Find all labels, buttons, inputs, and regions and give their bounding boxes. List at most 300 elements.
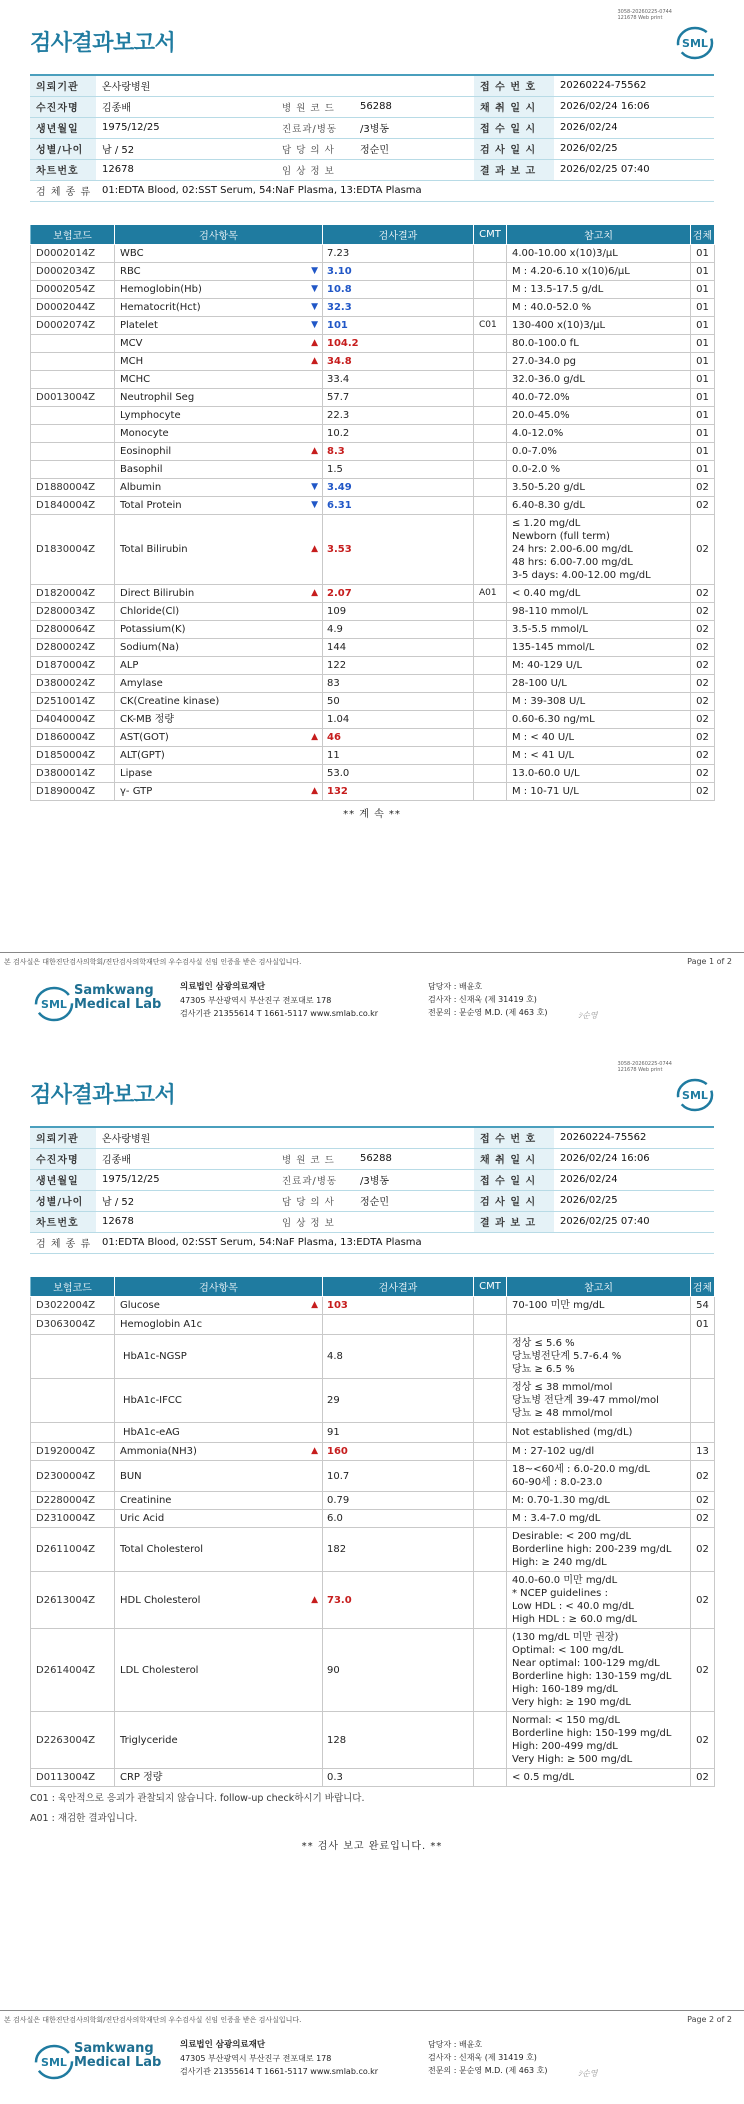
reference-line: 48 hrs: 6.00-7.00 mg/dL bbox=[512, 557, 633, 568]
reference-cell bbox=[507, 765, 691, 783]
insurance-code-cell: D2263004Z bbox=[31, 1712, 115, 1769]
test-item-name: Total Protein bbox=[120, 500, 182, 511]
collection-time-value: 2026/02/24 16:06 bbox=[554, 96, 714, 117]
test-item-cell bbox=[115, 1443, 323, 1461]
comment-code bbox=[474, 639, 507, 657]
test-item-name: AST(GOT) bbox=[120, 732, 169, 743]
reference-line: ≤ 1.20 mg/dL bbox=[512, 518, 581, 529]
low-flag-icon: ▼ bbox=[311, 302, 318, 312]
comment-code bbox=[474, 443, 507, 461]
insurance-code-cell: D1830004Z bbox=[31, 515, 115, 585]
insurance-code-cell bbox=[31, 1379, 115, 1423]
specimen-code: 02 bbox=[691, 515, 715, 585]
insurance-code-cell: D3022004Z bbox=[31, 1297, 115, 1315]
specimen-value: 01:EDTA Blood, 02:SST Serum, 54:NaF Plasma, 13:EDTA Plasma bbox=[96, 1232, 714, 1253]
reference-line: * NCEP guidelines : bbox=[512, 1588, 608, 1599]
insurance-code-cell: D2800034Z bbox=[31, 603, 115, 621]
result-row bbox=[31, 371, 715, 389]
insurance-code-cell: D0002014Z bbox=[31, 245, 115, 263]
insurance-code-cell: D2510014Z bbox=[31, 693, 115, 711]
test-item-cell bbox=[115, 1461, 323, 1492]
test-item-cell bbox=[115, 765, 323, 783]
test-item-cell bbox=[115, 1492, 323, 1510]
test-item-cell bbox=[115, 657, 323, 675]
specimen-code: 01 bbox=[691, 371, 715, 389]
result-row bbox=[31, 639, 715, 657]
sex-age-value: 남 / 52 bbox=[96, 138, 276, 159]
test-item-name: ALP bbox=[120, 660, 139, 671]
test-item-name: Amylase bbox=[120, 678, 163, 689]
signature: ｼ순영 bbox=[578, 2069, 598, 2078]
insurance-code-cell: D1890004Z bbox=[31, 783, 115, 801]
label-clinical-info: 임 상 정 보 bbox=[276, 1211, 354, 1232]
test-item-name: HbA1c-eAG bbox=[123, 1427, 180, 1438]
reference-line: M : < 41 U/L bbox=[512, 750, 575, 761]
result-value: 132 bbox=[323, 783, 474, 801]
lab-staff bbox=[428, 980, 547, 1019]
reference-line: Low HDL : < 40.0 mg/dL bbox=[512, 1601, 634, 1612]
reference-line: Optimal: < 100 mg/dL bbox=[512, 1645, 624, 1656]
label-specimen: 검 체 종 류 bbox=[30, 1232, 96, 1253]
test-item-name: Chloride(Cl) bbox=[120, 606, 180, 617]
reference-cell bbox=[507, 1528, 691, 1572]
specimen-code: 01 bbox=[691, 317, 715, 335]
label-department: 진료과/병동 bbox=[276, 117, 354, 138]
insurance-code-cell: D0113004Z bbox=[31, 1769, 115, 1787]
results-table bbox=[30, 1276, 715, 1787]
test-item-name: MCV bbox=[120, 338, 143, 349]
result-row bbox=[31, 711, 715, 729]
comment-code bbox=[474, 461, 507, 479]
result-value: 1.5 bbox=[323, 461, 474, 479]
reference-line: M : 4.20-6.10 x(10)6/µL bbox=[512, 266, 630, 277]
print-id-line: 121678 Web print bbox=[617, 1067, 663, 1073]
reference-line: Normal: < 150 mg/dL bbox=[512, 1715, 620, 1726]
test-item-cell bbox=[115, 353, 323, 371]
test-item-name: Neutrophil Seg bbox=[120, 392, 195, 403]
specimen-code: 02 bbox=[691, 1629, 715, 1712]
reference-line: Very High: ≥ 500 mg/dL bbox=[512, 1754, 633, 1765]
test-date-value: 2026/02/25 bbox=[554, 1190, 714, 1211]
comment-code bbox=[474, 603, 507, 621]
reference-line: 13.0-60.0 U/L bbox=[512, 768, 580, 779]
label-department: 진료과/병동 bbox=[276, 1169, 354, 1190]
lab-footer bbox=[30, 980, 714, 1030]
result-value: 4.9 bbox=[323, 621, 474, 639]
accreditation-note: 본 검사실은 대한진단검사의학회/진단검사의학재단의 우수검사실 신임 인증을 받은 검사실입니다. bbox=[4, 958, 302, 966]
reference-cell bbox=[507, 621, 691, 639]
col-header-result: 검사결과 bbox=[323, 225, 474, 245]
test-item-name: Uric Acid bbox=[120, 1513, 165, 1524]
result-value: 83 bbox=[323, 675, 474, 693]
test-item-name: Creatinine bbox=[120, 1495, 172, 1506]
test-item-cell bbox=[115, 747, 323, 765]
specimen-code: 01 bbox=[691, 299, 715, 317]
test-item-cell bbox=[115, 479, 323, 497]
insurance-code-cell bbox=[31, 1423, 115, 1443]
insurance-code-cell: D3800024Z bbox=[31, 675, 115, 693]
comment-code bbox=[474, 1492, 507, 1510]
test-item-name: γ- GTP bbox=[120, 786, 153, 797]
insurance-code-cell: D0002054Z bbox=[31, 281, 115, 299]
insurance-code-cell: D1920004Z bbox=[31, 1443, 115, 1461]
test-item-name: HbA1c-IFCC bbox=[123, 1395, 182, 1406]
staff-tester: 검사자 : 신재욱 (제 31419 호) bbox=[428, 995, 537, 1004]
result-row bbox=[31, 765, 715, 783]
result-value: 10.8 bbox=[323, 281, 474, 299]
hospital-code-value: 56288 bbox=[354, 96, 474, 117]
test-item-name: Glucose bbox=[120, 1300, 160, 1311]
comment-code bbox=[474, 335, 507, 353]
reference-cell bbox=[507, 1629, 691, 1712]
reference-line: 3-5 days: 4.00-12.00 mg/dL bbox=[512, 570, 651, 581]
print-id-line: 121678 Web print bbox=[617, 15, 663, 21]
result-value: 29 bbox=[323, 1379, 474, 1423]
test-item-name: CK-MB 정량 bbox=[120, 714, 175, 725]
label-test-date: 검 사 일 시 bbox=[474, 138, 554, 159]
result-value: 34.8 bbox=[323, 353, 474, 371]
reference-line: Borderline high: 150-199 mg/dL bbox=[512, 1728, 672, 1739]
department-value: /3병동 bbox=[354, 1169, 474, 1190]
specimen-value: 01:EDTA Blood, 02:SST Serum, 54:NaF Plasma, 13:EDTA Plasma bbox=[96, 180, 714, 201]
reference-line: M : 3.4-7.0 mg/dL bbox=[512, 1513, 601, 1524]
specimen-code: 01 bbox=[691, 281, 715, 299]
reference-cell bbox=[507, 425, 691, 443]
reference-cell bbox=[507, 461, 691, 479]
reference-line: 0.0-2.0 % bbox=[512, 464, 561, 475]
result-value: 2.07 bbox=[323, 585, 474, 603]
result-value: 10.7 bbox=[323, 1461, 474, 1492]
receipt-date-value: 2026/02/24 bbox=[554, 117, 714, 138]
reference-cell bbox=[507, 281, 691, 299]
result-value: 32.3 bbox=[323, 299, 474, 317]
test-item-name: HDL Cholesterol bbox=[120, 1594, 201, 1606]
specimen-code: 54 bbox=[691, 1297, 715, 1315]
label-patient-name: 수진자명 bbox=[30, 1148, 96, 1169]
test-item-name: Hemoglobin A1c bbox=[120, 1319, 203, 1330]
reference-cell bbox=[507, 729, 691, 747]
reference-line: M : 27-102 ug/dl bbox=[512, 1446, 595, 1457]
comment-code bbox=[474, 747, 507, 765]
patient-name-value: 김종배 bbox=[96, 96, 276, 117]
reference-line: Desirable: < 200 mg/dL bbox=[512, 1531, 632, 1542]
test-item-cell bbox=[115, 299, 323, 317]
reference-line: 98-110 mmol/L bbox=[512, 606, 588, 617]
specimen-code: 02 bbox=[691, 1510, 715, 1528]
insurance-code-cell: D2613004Z bbox=[31, 1572, 115, 1629]
result-row bbox=[31, 389, 715, 407]
comment-code: C01 bbox=[474, 317, 507, 335]
result-row bbox=[31, 693, 715, 711]
receipt-date-value: 2026/02/24 bbox=[554, 1169, 714, 1190]
test-item-cell bbox=[115, 639, 323, 657]
sml-logo-icon bbox=[676, 26, 714, 60]
comment-code bbox=[474, 479, 507, 497]
comment-code bbox=[474, 1423, 507, 1443]
specimen-code: 02 bbox=[691, 1712, 715, 1769]
staff-specialist: 전문의 : 문순영 M.D. (제 463 호) bbox=[428, 2066, 548, 2075]
label-clinical-info: 임 상 정 보 bbox=[276, 159, 354, 180]
reference-line: Borderline high: 130-159 mg/dL bbox=[512, 1671, 672, 1682]
test-item-name: LDL Cholesterol bbox=[120, 1664, 199, 1676]
result-row bbox=[31, 353, 715, 371]
col-header-specimen: 검체 bbox=[691, 1277, 715, 1297]
requester-value: 온사랑병원 bbox=[96, 1127, 474, 1148]
label-receipt-date: 접 수 일 시 bbox=[474, 1169, 554, 1190]
specimen-code: 02 bbox=[691, 1492, 715, 1510]
label-collection-time: 채 취 일 시 bbox=[474, 1148, 554, 1169]
test-item-name: BUN bbox=[120, 1470, 142, 1482]
report-time-value: 2026/02/25 07:40 bbox=[554, 1211, 714, 1232]
report-page-2 bbox=[0, 1052, 744, 2104]
label-chart-no: 차트번호 bbox=[30, 1211, 96, 1232]
result-value bbox=[323, 1315, 474, 1335]
test-item-cell bbox=[115, 317, 323, 335]
col-header-code: 보험코드 bbox=[31, 225, 115, 245]
reference-line: < 0.40 mg/dL bbox=[512, 588, 581, 599]
reference-cell bbox=[507, 585, 691, 603]
specimen-code: 02 bbox=[691, 603, 715, 621]
test-item-cell bbox=[115, 1423, 323, 1443]
test-item-cell bbox=[115, 585, 323, 603]
result-value: 3.49 bbox=[323, 479, 474, 497]
staff-manager: 담당자 : 배윤호 bbox=[428, 982, 483, 991]
result-value: 1.04 bbox=[323, 711, 474, 729]
doctor-value: 정순민 bbox=[354, 1190, 474, 1211]
specimen-code: 01 bbox=[691, 245, 715, 263]
comment-code bbox=[474, 1379, 507, 1423]
sml-logo-icon bbox=[676, 1078, 714, 1112]
comment-code bbox=[474, 765, 507, 783]
reference-cell bbox=[507, 1297, 691, 1315]
report-title: 검사결과보고서 bbox=[30, 31, 176, 56]
result-row bbox=[31, 443, 715, 461]
high-flag-icon: ▲ bbox=[311, 1446, 318, 1456]
reference-line: Near optimal: 100-129 mg/dL bbox=[512, 1658, 660, 1669]
reference-line: 3.5-5.5 mmol/L bbox=[512, 624, 588, 635]
reference-line: 4.0-12.0% bbox=[512, 428, 564, 439]
result-value: 53.0 bbox=[323, 765, 474, 783]
specimen-code: 02 bbox=[691, 1769, 715, 1787]
result-row bbox=[31, 621, 715, 639]
insurance-code-cell: D1850004Z bbox=[31, 747, 115, 765]
specimen-code: 02 bbox=[691, 1572, 715, 1629]
result-value: 144 bbox=[323, 639, 474, 657]
result-row bbox=[31, 675, 715, 693]
specimen-code: 01 bbox=[691, 389, 715, 407]
result-row bbox=[31, 1769, 715, 1787]
result-value: 6.0 bbox=[323, 1510, 474, 1528]
test-item-cell bbox=[115, 729, 323, 747]
test-item-name: CK(Creatine kinase) bbox=[120, 696, 220, 707]
reference-line: 32.0-36.0 g/dL bbox=[512, 374, 585, 385]
staff-specialist: 전문의 : 문순영 M.D. (제 463 호) bbox=[428, 1008, 548, 1017]
receipt-no-value: 20260224-75562 bbox=[554, 1127, 714, 1148]
label-receipt-no: 접 수 번 호 bbox=[474, 75, 554, 96]
test-item-name: RBC bbox=[120, 266, 141, 277]
insurance-code-cell: D1820004Z bbox=[31, 585, 115, 603]
result-row bbox=[31, 783, 715, 801]
test-item-name: Potassium(K) bbox=[120, 624, 186, 635]
reference-line: 6.40-8.30 g/dL bbox=[512, 500, 585, 511]
reference-line: 정상 ≤ 38 mmol/mol bbox=[512, 1382, 613, 1393]
specimen-code: 02 bbox=[691, 675, 715, 693]
reference-line: M : 39-308 U/L bbox=[512, 696, 586, 707]
label-sex-age: 성별/나이 bbox=[30, 1190, 96, 1211]
specimen-code: 02 bbox=[691, 1528, 715, 1572]
test-item-name: Platelet bbox=[120, 320, 158, 331]
reference-line: M: 0.70-1.30 mg/dL bbox=[512, 1495, 610, 1506]
result-value: 3.53 bbox=[323, 515, 474, 585]
reference-line: M : < 40 U/L bbox=[512, 732, 575, 743]
comment-code bbox=[474, 1297, 507, 1315]
comment-code bbox=[474, 353, 507, 371]
test-item-cell bbox=[115, 603, 323, 621]
test-item-cell bbox=[115, 783, 323, 801]
test-item-cell bbox=[115, 515, 323, 585]
department-value: /3병동 bbox=[354, 117, 474, 138]
reference-line: 당뇨병전단계 5.7-6.4 % bbox=[512, 1351, 622, 1362]
reference-line: M : 13.5-17.5 g/dL bbox=[512, 284, 604, 295]
result-value: 91 bbox=[323, 1423, 474, 1443]
lab-address: 47305 부산광역시 부산진구 전포대로 178 bbox=[180, 2054, 332, 2063]
reference-line: M: 40-129 U/L bbox=[512, 660, 583, 671]
result-row bbox=[31, 245, 715, 263]
reference-cell bbox=[507, 497, 691, 515]
insurance-code-cell bbox=[31, 425, 115, 443]
result-value: 6.31 bbox=[323, 497, 474, 515]
result-row bbox=[31, 461, 715, 479]
insurance-code-cell: D2310004Z bbox=[31, 1510, 115, 1528]
report-title: 검사결과보고서 bbox=[30, 1083, 176, 1108]
test-item-name: MCH bbox=[120, 356, 144, 367]
reference-cell bbox=[507, 693, 691, 711]
insurance-code-cell: D2611004Z bbox=[31, 1528, 115, 1572]
test-item-cell bbox=[115, 711, 323, 729]
result-row bbox=[31, 1379, 715, 1423]
result-value: 103 bbox=[323, 1297, 474, 1315]
reference-cell bbox=[507, 1379, 691, 1423]
label-receipt-no: 접 수 번 호 bbox=[474, 1127, 554, 1148]
test-date-value: 2026/02/25 bbox=[554, 138, 714, 159]
label-report-time: 결 과 보 고 bbox=[474, 1211, 554, 1232]
col-header-reference: 참고치 bbox=[507, 1277, 691, 1297]
label-hospital-code: 병 원 코 드 bbox=[276, 96, 354, 117]
reference-cell bbox=[507, 675, 691, 693]
reference-cell bbox=[507, 657, 691, 675]
high-flag-icon: ▲ bbox=[311, 1594, 318, 1605]
footer-divider bbox=[0, 2010, 744, 2011]
reference-cell bbox=[507, 1510, 691, 1528]
comment-code bbox=[474, 425, 507, 443]
comment-code bbox=[474, 1629, 507, 1712]
test-item-name: Ammonia(NH3) bbox=[120, 1446, 197, 1457]
low-flag-icon: ▼ bbox=[311, 500, 318, 510]
lab-staff bbox=[428, 2038, 547, 2077]
insurance-code-cell bbox=[31, 371, 115, 389]
insurance-code-cell: D1870004Z bbox=[31, 657, 115, 675]
specimen-code: 02 bbox=[691, 1461, 715, 1492]
test-item-cell bbox=[115, 497, 323, 515]
result-value: 10.2 bbox=[323, 425, 474, 443]
specimen-code: 01 bbox=[691, 425, 715, 443]
reference-line: Not established (mg/dL) bbox=[512, 1427, 633, 1438]
results-body bbox=[31, 245, 715, 801]
logo-text: SML bbox=[41, 998, 67, 1011]
reference-line: 당뇨 ≥ 6.5 % bbox=[512, 1364, 575, 1375]
reference-cell bbox=[507, 1712, 691, 1769]
low-flag-icon: ▼ bbox=[311, 266, 318, 276]
test-item-cell bbox=[115, 281, 323, 299]
result-value: 8.3 bbox=[323, 443, 474, 461]
test-item-name: CRP 정량 bbox=[120, 1772, 163, 1783]
reference-line: 0.0-7.0% bbox=[512, 446, 557, 457]
reference-line: High HDL : ≥ 60.0 mg/dL bbox=[512, 1614, 638, 1625]
test-item-cell bbox=[115, 1769, 323, 1787]
lab-org: 의료법인 삼광의료재단 bbox=[180, 982, 266, 992]
label-birthdate: 생년월일 bbox=[30, 1169, 96, 1190]
reference-cell bbox=[507, 515, 691, 585]
lab-contact: 검사기관 21355614 T 1661-5117 www.smlab.co.kr bbox=[180, 2067, 379, 2076]
specimen-code: 01 bbox=[691, 335, 715, 353]
result-row bbox=[31, 1423, 715, 1443]
test-item-name: Lipase bbox=[120, 768, 153, 779]
comment-code bbox=[474, 245, 507, 263]
results-body bbox=[31, 1297, 715, 1787]
result-row bbox=[31, 729, 715, 747]
result-value: 50 bbox=[323, 693, 474, 711]
insurance-code-cell: D2800064Z bbox=[31, 621, 115, 639]
result-row bbox=[31, 1297, 715, 1315]
test-item-name: Lymphocyte bbox=[120, 410, 181, 421]
insurance-code-cell bbox=[31, 443, 115, 461]
specimen-code bbox=[691, 1379, 715, 1423]
insurance-code-cell: D2614004Z bbox=[31, 1629, 115, 1712]
page-number: Page 2 of 2 bbox=[687, 2015, 732, 2024]
lab-name-line: Samkwang bbox=[74, 2041, 154, 2056]
reference-cell bbox=[507, 263, 691, 281]
comment-code bbox=[474, 1315, 507, 1335]
result-value: 22.3 bbox=[323, 407, 474, 425]
specimen-code: 01 bbox=[691, 1315, 715, 1335]
reference-line: High: ≥ 240 mg/dL bbox=[512, 1557, 607, 1568]
reference-line: 18~<60세 : 6.0-20.0 mg/dL bbox=[512, 1464, 650, 1475]
reference-line: Very high: ≥ 190 mg/dL bbox=[512, 1697, 631, 1708]
result-value: 109 bbox=[323, 603, 474, 621]
result-value: 11 bbox=[323, 747, 474, 765]
logo-text: SML bbox=[682, 1089, 708, 1102]
test-item-cell bbox=[115, 1572, 323, 1629]
reference-cell bbox=[507, 245, 691, 263]
test-item-cell bbox=[115, 693, 323, 711]
comment-code bbox=[474, 1335, 507, 1379]
test-item-cell bbox=[115, 425, 323, 443]
high-flag-icon: ▲ bbox=[311, 588, 318, 598]
specimen-code: 02 bbox=[691, 479, 715, 497]
col-header-code: 보험코드 bbox=[31, 1277, 115, 1297]
test-item-cell bbox=[115, 461, 323, 479]
specimen-code: 02 bbox=[691, 621, 715, 639]
label-doctor: 담 당 의 사 bbox=[276, 138, 354, 159]
accreditation-note: 본 검사실은 대한진단검사의학회/진단검사의학재단의 우수검사실 신임 인증을 받은 검사실입니다. bbox=[4, 2016, 302, 2024]
lab-contact: 검사기관 21355614 T 1661-5117 www.smlab.co.kr bbox=[180, 1009, 379, 1018]
comment-code bbox=[474, 281, 507, 299]
insurance-code-cell: D0013004Z bbox=[31, 389, 115, 407]
test-item-name: Eosinophil bbox=[120, 446, 172, 457]
test-item-name: MCHC bbox=[120, 374, 151, 385]
reference-cell bbox=[507, 639, 691, 657]
specimen-code: 13 bbox=[691, 1443, 715, 1461]
